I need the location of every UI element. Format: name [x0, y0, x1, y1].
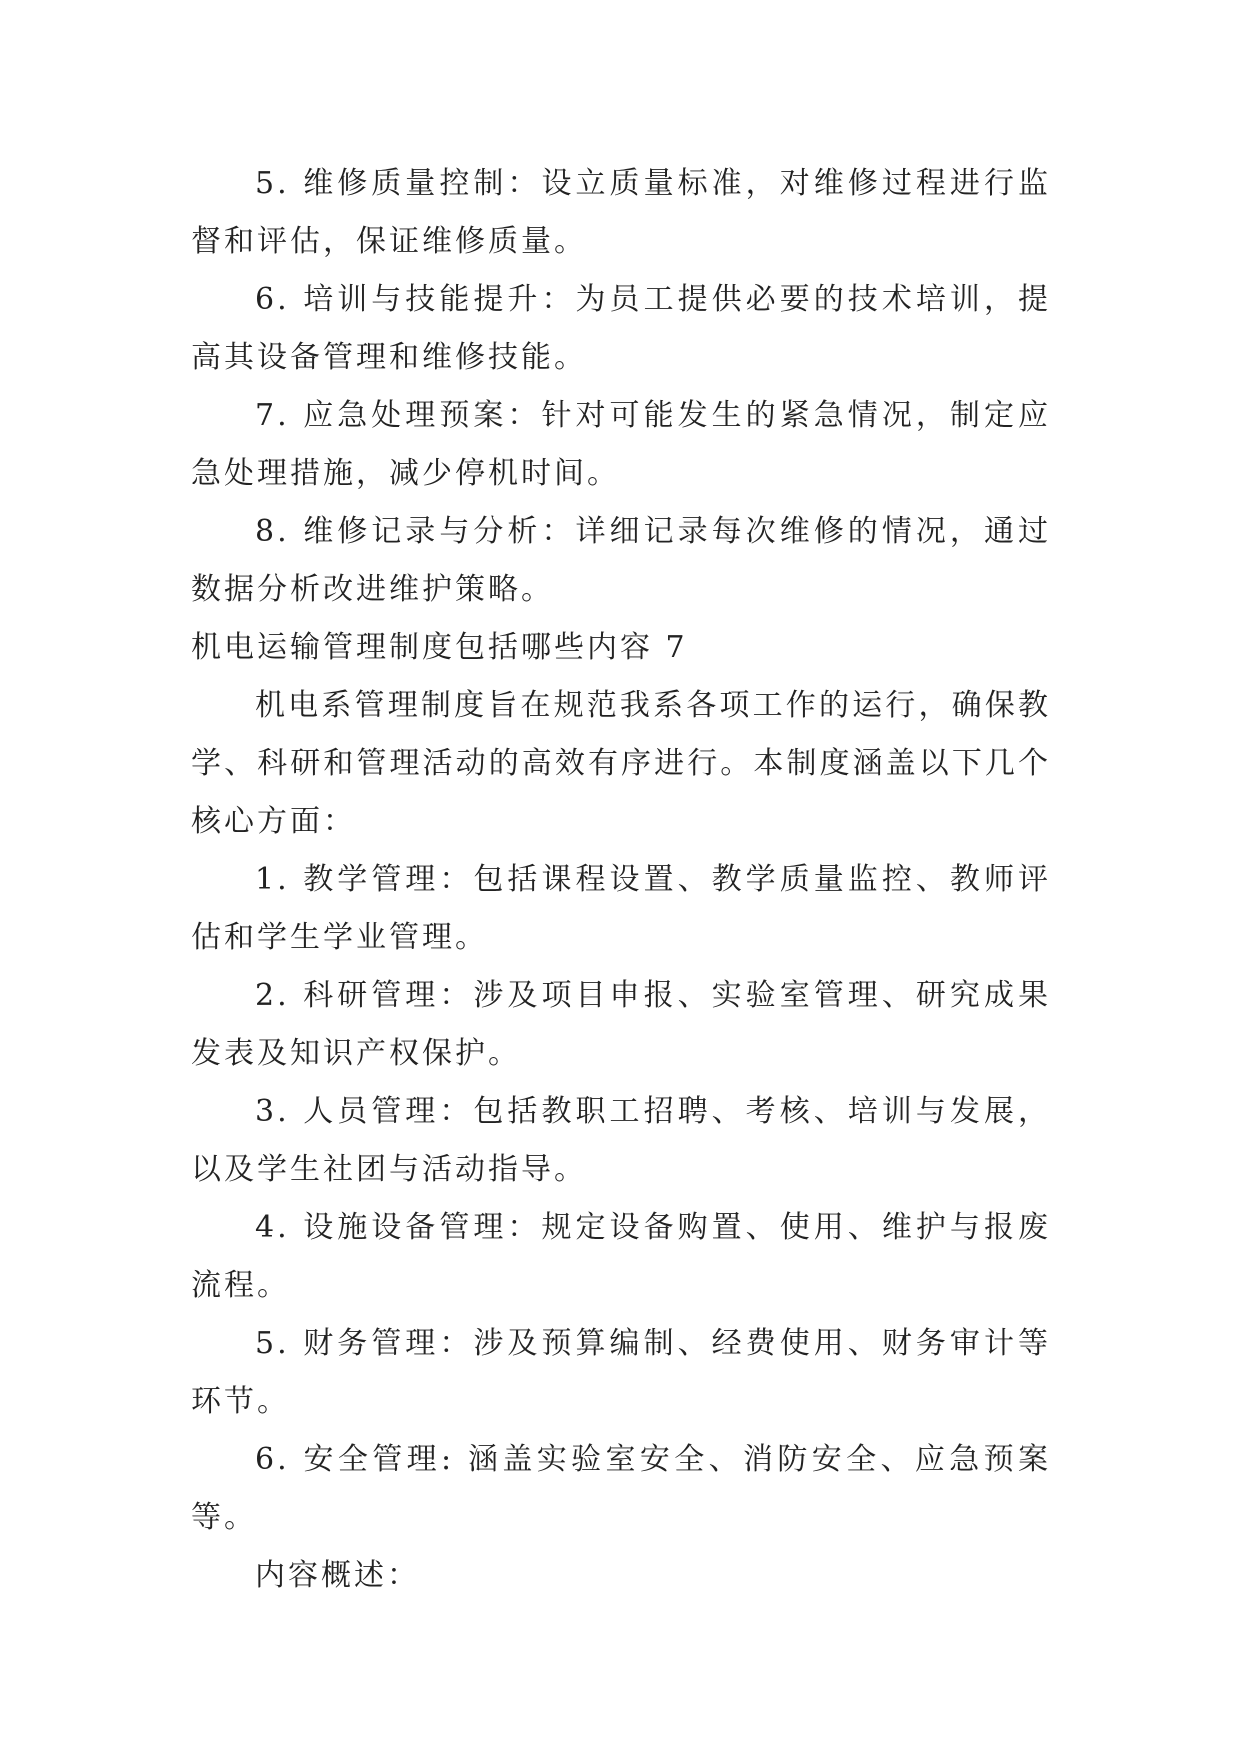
- paragraph-intro: 机电系管理制度旨在规范我系各项工作的运行，确保教学、科研和管理活动的高效有序进行。本制度涵盖以下几个核心方面：: [191, 688, 1051, 839]
- paragraph-teaching: 1. 教学管理：包括课程设置、教学质量监控、教师评估和学生学业管理。: [191, 862, 1051, 955]
- section-heading: 机电运输管理制度包括哪些内容 7: [191, 630, 688, 665]
- paragraph-records: 8. 维修记录与分析：详细记录每次维修的情况，通过数据分析改进维护策略。: [191, 514, 1051, 607]
- paragraph-maintenance-quality: 5. 维修质量控制：设立质量标准，对维修过程进行监督和评估，保证维修质量。: [191, 166, 1051, 259]
- paragraph-overview: 内容概述：: [255, 1558, 420, 1593]
- paragraph-training: 6. 培训与技能提升：为员工提供必要的技术培训，提高其设备管理和维修技能。: [191, 282, 1051, 375]
- paragraph-facilities: 4. 设施设备管理：规定设备购置、使用、维护与报废流程。: [191, 1210, 1051, 1303]
- paragraph-finance: 5. 财务管理：涉及预算编制、经费使用、财务审计等环节。: [191, 1326, 1051, 1419]
- paragraph-personnel: 3. 人员管理：包括教职工招聘、考核、培训与发展，以及学生社团与活动指导。: [191, 1094, 1051, 1187]
- document-body: [191, 155, 1051, 1605]
- paragraph-safety: 6. 安全管理: 涵盖实验室安全、消防安全、应急预案等。: [191, 1442, 1051, 1535]
- paragraph-research: 2. 科研管理：涉及项目申报、实验室管理、研究成果发表及知识产权保护。: [191, 978, 1051, 1071]
- paragraph-emergency: 7. 应急处理预案：针对可能发生的紧急情况，制定应急处理措施，减少停机时间。: [191, 398, 1051, 491]
